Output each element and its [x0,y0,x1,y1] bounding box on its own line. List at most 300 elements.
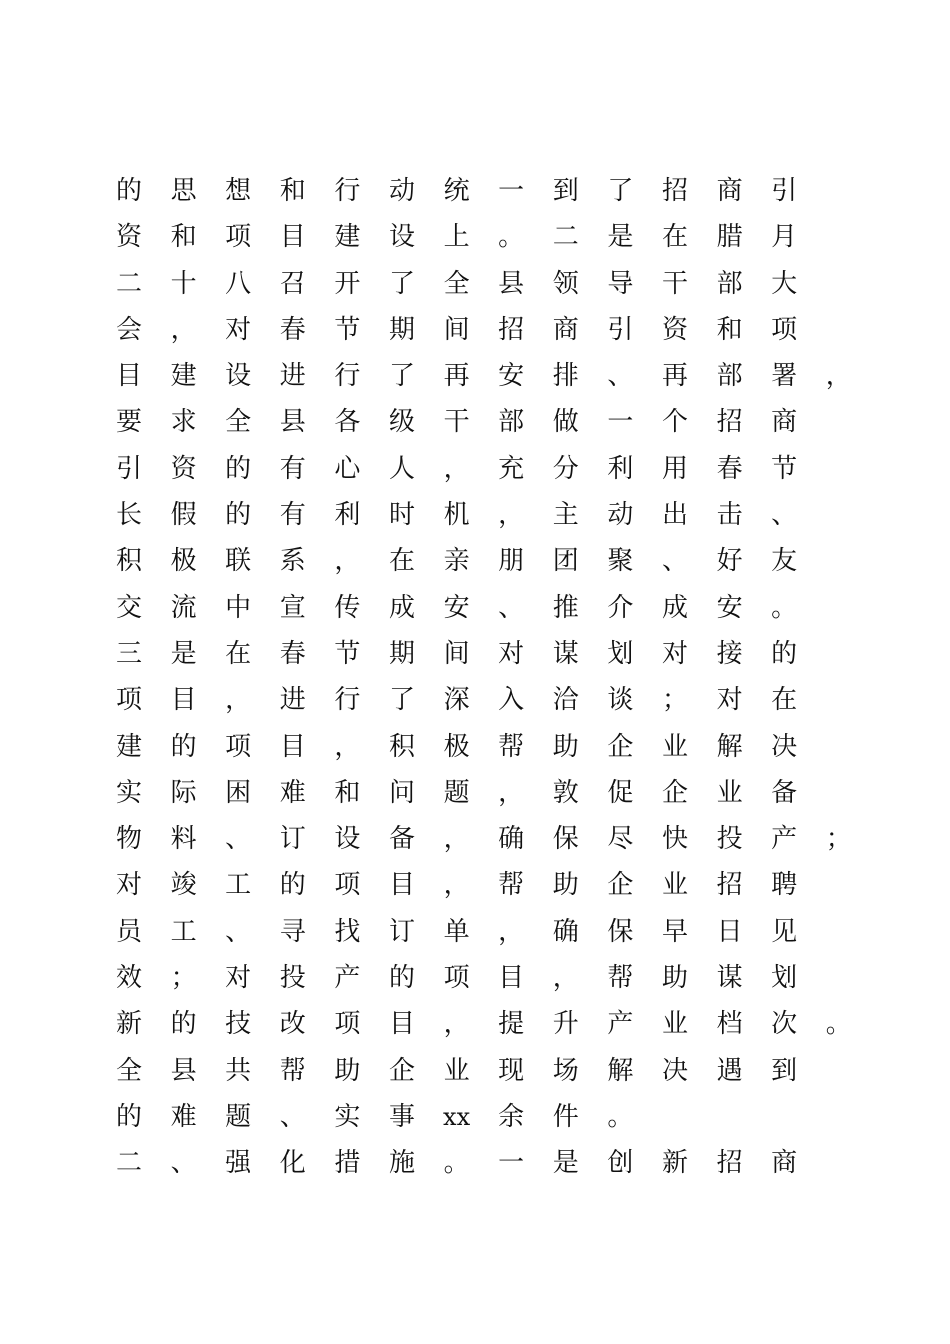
text-char: 统 [443,176,470,206]
text-char: 部 [716,361,743,392]
text-char: 目 [170,685,197,716]
text-char: 有 [279,453,306,484]
text-char: 档 [716,1009,743,1040]
text-char: ， [498,777,525,808]
text-char: 、 [225,824,252,855]
text-line [115,862,852,908]
text-line [115,538,852,584]
text-char: 心 [334,453,361,484]
text-char: 对 [498,638,525,669]
text-char: 二 [115,1148,142,1179]
text-char: 安 [443,592,470,623]
text-char: 是 [607,222,634,253]
text-char: 二 [552,222,579,253]
text-char: 保 [607,916,634,947]
text-char: 提 [498,1009,525,1040]
text-char: 资 [170,453,197,484]
text-char: 、 [170,1148,197,1179]
text-char: 主 [552,500,579,531]
text-char: 县 [170,1055,197,1086]
text-char: 的 [115,176,142,206]
text-char: 出 [661,500,688,531]
text-char: 对 [225,963,252,994]
text-char: 业 [661,1009,688,1040]
text-char: 在 [661,222,688,253]
text-char: 施 [388,1148,415,1179]
text-char: 保 [552,824,579,855]
text-char: 项 [115,685,142,716]
text-char: 聘 [771,870,798,901]
text-char: 次 [771,1009,798,1040]
text-char: 宣 [279,592,306,623]
text-char: 团 [552,546,579,577]
text-char: 会 [115,314,142,345]
text-char: 三 [115,638,142,669]
text-char: ， [825,361,852,392]
text-char: 目 [388,1009,415,1040]
text-char: 导 [607,268,634,299]
text-char: 极 [443,731,470,762]
text-char: 遇 [716,1055,743,1086]
text-char: 。 [825,1009,852,1040]
text-char: 的 [170,1009,197,1040]
text-char: 的 [170,731,197,762]
text-char: 业 [716,777,743,808]
text-line [115,677,852,723]
text-char: 产 [334,963,361,994]
text-char: 单 [443,916,470,947]
text-char: 八 [225,268,252,299]
text-char: 朋 [498,546,525,577]
text-char: ， [443,870,470,901]
text-char: 备 [388,824,415,855]
body-text [115,168,852,1187]
text-char: 题 [225,1101,252,1132]
text-char: 项 [771,314,798,345]
text-char: 帮 [607,963,634,994]
text-char: 、 [225,916,252,947]
text-char: 进 [279,361,306,392]
text-char: 召 [279,268,306,299]
text-char: 分 [552,453,579,484]
text-char: 一 [498,176,525,206]
text-char: 利 [607,453,634,484]
text-char: 措 [334,1148,361,1179]
text-char: 间 [443,638,470,669]
text-char: 对 [225,314,252,345]
text-char: 的 [388,963,415,994]
text-char: 寻 [279,916,306,947]
text-char: 决 [771,731,798,762]
text-char: 假 [170,500,197,531]
text-char: 企 [607,731,634,762]
text-char: 县 [279,407,306,438]
text-char: 洽 [552,685,579,716]
text-char: 划 [607,638,634,669]
text-char: 长 [115,500,142,531]
text-line [115,816,852,862]
text-char: ， [552,963,579,994]
text-char: 期 [388,638,415,669]
text-char: 强 [225,1148,252,1179]
text-line [115,168,852,214]
text-line [115,446,852,492]
text-char: 助 [661,963,688,994]
text-line [115,214,852,260]
text-char: 全 [225,407,252,438]
text-line [115,1094,852,1140]
text-char: 全 [443,268,470,299]
text-char: 助 [552,731,579,762]
text-char: 订 [388,916,415,947]
text-char: 对 [716,685,743,716]
text-char: 目 [498,963,525,994]
text-char: 、 [607,361,634,392]
text-char: 的 [115,1101,142,1132]
text-char: 。 [498,222,525,253]
text-char: 困 [225,777,252,808]
text-char: 对 [661,638,688,669]
text-char: ， [225,685,252,716]
text-char: 成 [661,592,688,623]
text-char: 物 [115,824,142,855]
text-char: 了 [607,176,634,206]
text-char: 了 [388,685,415,716]
text-char: 产 [771,824,798,855]
text-char: 员 [115,916,142,947]
text-char: 建 [115,731,142,762]
text-char: 积 [388,731,415,762]
text-char: 。 [607,1101,634,1132]
text-char: 件 [552,1101,579,1132]
text-char: 设 [225,361,252,392]
text-char: 升 [552,1009,579,1040]
text-char: 击 [716,500,743,531]
text-char: 接 [716,638,743,669]
text-char: 期 [388,314,415,345]
text-char: 安 [716,592,743,623]
text-char: 实 [115,777,142,808]
text-char: 介 [607,592,634,623]
text-char: 场 [552,1055,579,1086]
text-char: 工 [170,916,197,947]
text-char: 要 [115,407,142,438]
text-char: 级 [388,407,415,438]
text-char: 用 [661,453,688,484]
text-char: 交 [115,592,142,623]
text-char: 安 [498,361,525,392]
text-char: 新 [661,1148,688,1179]
text-char: 帮 [498,870,525,901]
text-char: 引 [607,314,634,345]
text-char: 和 [170,222,197,253]
text-char: 难 [279,777,306,808]
text-line [115,909,852,955]
text-char: 一 [607,407,634,438]
text-char: 。 [771,592,798,623]
text-char: 商 [771,407,798,438]
text-char: 和 [279,176,306,206]
text-char: 余 [498,1101,525,1132]
text-char: ， [334,546,361,577]
text-char: 投 [279,963,306,994]
text-char: 县 [498,268,525,299]
text-char: 帮 [498,731,525,762]
text-char: 找 [334,916,361,947]
text-char: 流 [170,592,197,623]
text-char: 传 [334,592,361,623]
text-char: 再 [443,361,470,392]
text-char: 项 [334,870,361,901]
text-char: 目 [279,731,306,762]
text-char: 亲 [443,546,470,577]
text-char: 想 [225,176,252,206]
text-char: 行 [334,361,361,392]
text-char: ， [443,453,470,484]
text-char: 排 [552,361,579,392]
text-char: 共 [225,1055,252,1086]
text-char: 敦 [552,777,579,808]
text-char: 二 [115,268,142,299]
text-char: 效 [115,963,142,994]
text-char: 的 [279,870,306,901]
text-char: 决 [661,1055,688,1086]
text-char: 实 [334,1101,361,1132]
text-char: 助 [552,870,579,901]
text-char: 聚 [607,546,634,577]
text-char: 入 [498,685,525,716]
text-char: 业 [661,731,688,762]
text-char: 春 [279,314,306,345]
text-char: 确 [498,824,525,855]
text-char: 招 [716,870,743,901]
text-char: 目 [115,361,142,392]
text-line [115,492,852,538]
text-char: 问 [388,777,415,808]
text-char: 大 [771,268,798,299]
text-char: 设 [334,824,361,855]
text-char: 一 [498,1148,525,1179]
text-char: 开 [334,268,361,299]
text-char: 积 [115,546,142,577]
text-char: ， [443,1009,470,1040]
text-char: 系 [279,546,306,577]
text-char: 项 [334,1009,361,1040]
text-char: 、 [498,592,525,623]
text-char: 了 [388,268,415,299]
text-char: 现 [498,1055,525,1086]
text-char: 日 [716,916,743,947]
text-char: 助 [334,1055,361,1086]
text-line [115,1001,852,1047]
text-char: 商 [716,176,743,206]
text-char: 领 [552,268,579,299]
text-char: 快 [661,824,688,855]
text-char: 动 [388,176,415,206]
text-char: 见 [771,916,798,947]
text-char: 个 [661,407,688,438]
text-char: ； [825,824,852,855]
text-char: 企 [388,1055,415,1086]
text-char: 和 [334,777,361,808]
text-char: 竣 [170,870,197,901]
text-char: 有 [279,500,306,531]
text-char: 部 [716,268,743,299]
text-line [115,261,852,307]
text-char: 改 [279,1009,306,1040]
text-char: 目 [279,222,306,253]
text-char: 节 [771,453,798,484]
text-char: 项 [225,731,252,762]
text-char: ， [498,916,525,947]
text-char: ， [498,500,525,531]
text-char: 行 [334,176,361,206]
text-char: 设 [388,222,415,253]
text-char: 目 [388,870,415,901]
text-char: 是 [552,1148,579,1179]
text-char: 招 [716,1148,743,1179]
text-char: 料 [170,824,197,855]
text-char: 利 [334,500,361,531]
text-char: 、 [661,546,688,577]
text-char: 对 [115,870,142,901]
text-char: 项 [225,222,252,253]
text-char: 企 [661,777,688,808]
text-char: 月 [771,222,798,253]
text-char: 商 [552,314,579,345]
text-char: 际 [170,777,197,808]
text-char: 解 [607,1055,634,1086]
text-char: 和 [716,314,743,345]
text-char: 时 [388,500,415,531]
text-char: 是 [170,638,197,669]
text-char: 思 [170,176,197,206]
text-char: 中 [225,592,252,623]
text-char: 新 [115,1009,142,1040]
text-char: 建 [170,361,197,392]
text-char: 充 [498,453,525,484]
text-char: 创 [607,1148,634,1179]
text-char: 在 [388,546,415,577]
text-char: 节 [334,638,361,669]
text-char: 推 [552,592,579,623]
text-char: 谋 [552,638,579,669]
text-char: 建 [334,222,361,253]
text-char: 上 [443,222,470,253]
text-char: 人 [388,453,415,484]
text-char: 深 [443,685,470,716]
text-char: 的 [771,638,798,669]
text-char: xx [443,1102,471,1131]
text-char: 资 [661,314,688,345]
text-char: 谋 [716,963,743,994]
text-char: 备 [771,777,798,808]
text-char: 了 [388,361,415,392]
text-char: ， [443,824,470,855]
text-line [115,955,852,1001]
text-char: 促 [607,777,634,808]
text-char: 工 [225,870,252,901]
text-char: 干 [661,268,688,299]
text-char: 企 [607,870,634,901]
text-char: 到 [771,1055,798,1086]
text-char: 春 [716,453,743,484]
text-char: 引 [115,453,142,484]
text-line [115,307,852,353]
text-char: 联 [225,546,252,577]
text-char: 确 [552,916,579,947]
text-char: 的 [225,453,252,484]
text-char: 题 [443,777,470,808]
text-char: 春 [279,638,306,669]
text-char: 招 [498,314,525,345]
text-char: 在 [771,685,798,716]
text-char: 节 [334,314,361,345]
text-line [115,585,852,631]
text-char: 尽 [607,824,634,855]
text-char: 引 [771,176,798,206]
text-char: 技 [225,1009,252,1040]
text-char: ， [170,314,197,345]
text-char: 谈 [607,685,634,716]
text-char: 投 [716,824,743,855]
text-char: 动 [607,500,634,531]
text-char: 各 [334,407,361,438]
text-char: 在 [225,638,252,669]
text-char: 、 [279,1101,306,1132]
text-line [115,399,852,445]
text-char: 行 [334,685,361,716]
text-char: 商 [771,1148,798,1179]
text-line [115,631,852,677]
text-char: 机 [443,500,470,531]
text-char: 友 [771,546,798,577]
text-char: 业 [661,870,688,901]
text-char: 。 [443,1148,470,1179]
text-char: 好 [716,546,743,577]
text-char: 极 [170,546,197,577]
text-char: 腊 [716,222,743,253]
text-line [115,770,852,816]
text-char: 干 [443,407,470,438]
text-char: 求 [170,407,197,438]
text-char: 进 [279,685,306,716]
text-char: 事 [388,1101,415,1132]
text-char: ， [334,731,361,762]
text-char: 订 [279,824,306,855]
text-char: 业 [443,1055,470,1086]
text-char: 再 [661,361,688,392]
text-line [115,724,852,770]
text-char: 部 [498,407,525,438]
text-char: 化 [279,1148,306,1179]
text-char: 难 [170,1101,197,1132]
text-char: 做 [552,407,579,438]
text-char: ； [661,685,688,716]
text-char: 划 [771,963,798,994]
text-char: 十 [170,268,197,299]
text-char: 、 [771,500,798,531]
text-line [115,1048,852,1094]
text-char: 招 [716,407,743,438]
text-char: 到 [552,176,579,206]
text-char: 资 [115,222,142,253]
text-char: 解 [716,731,743,762]
text-char: 的 [225,500,252,531]
text-char: 成 [388,592,415,623]
text-char: ； [170,963,197,994]
text-char: 项 [443,963,470,994]
